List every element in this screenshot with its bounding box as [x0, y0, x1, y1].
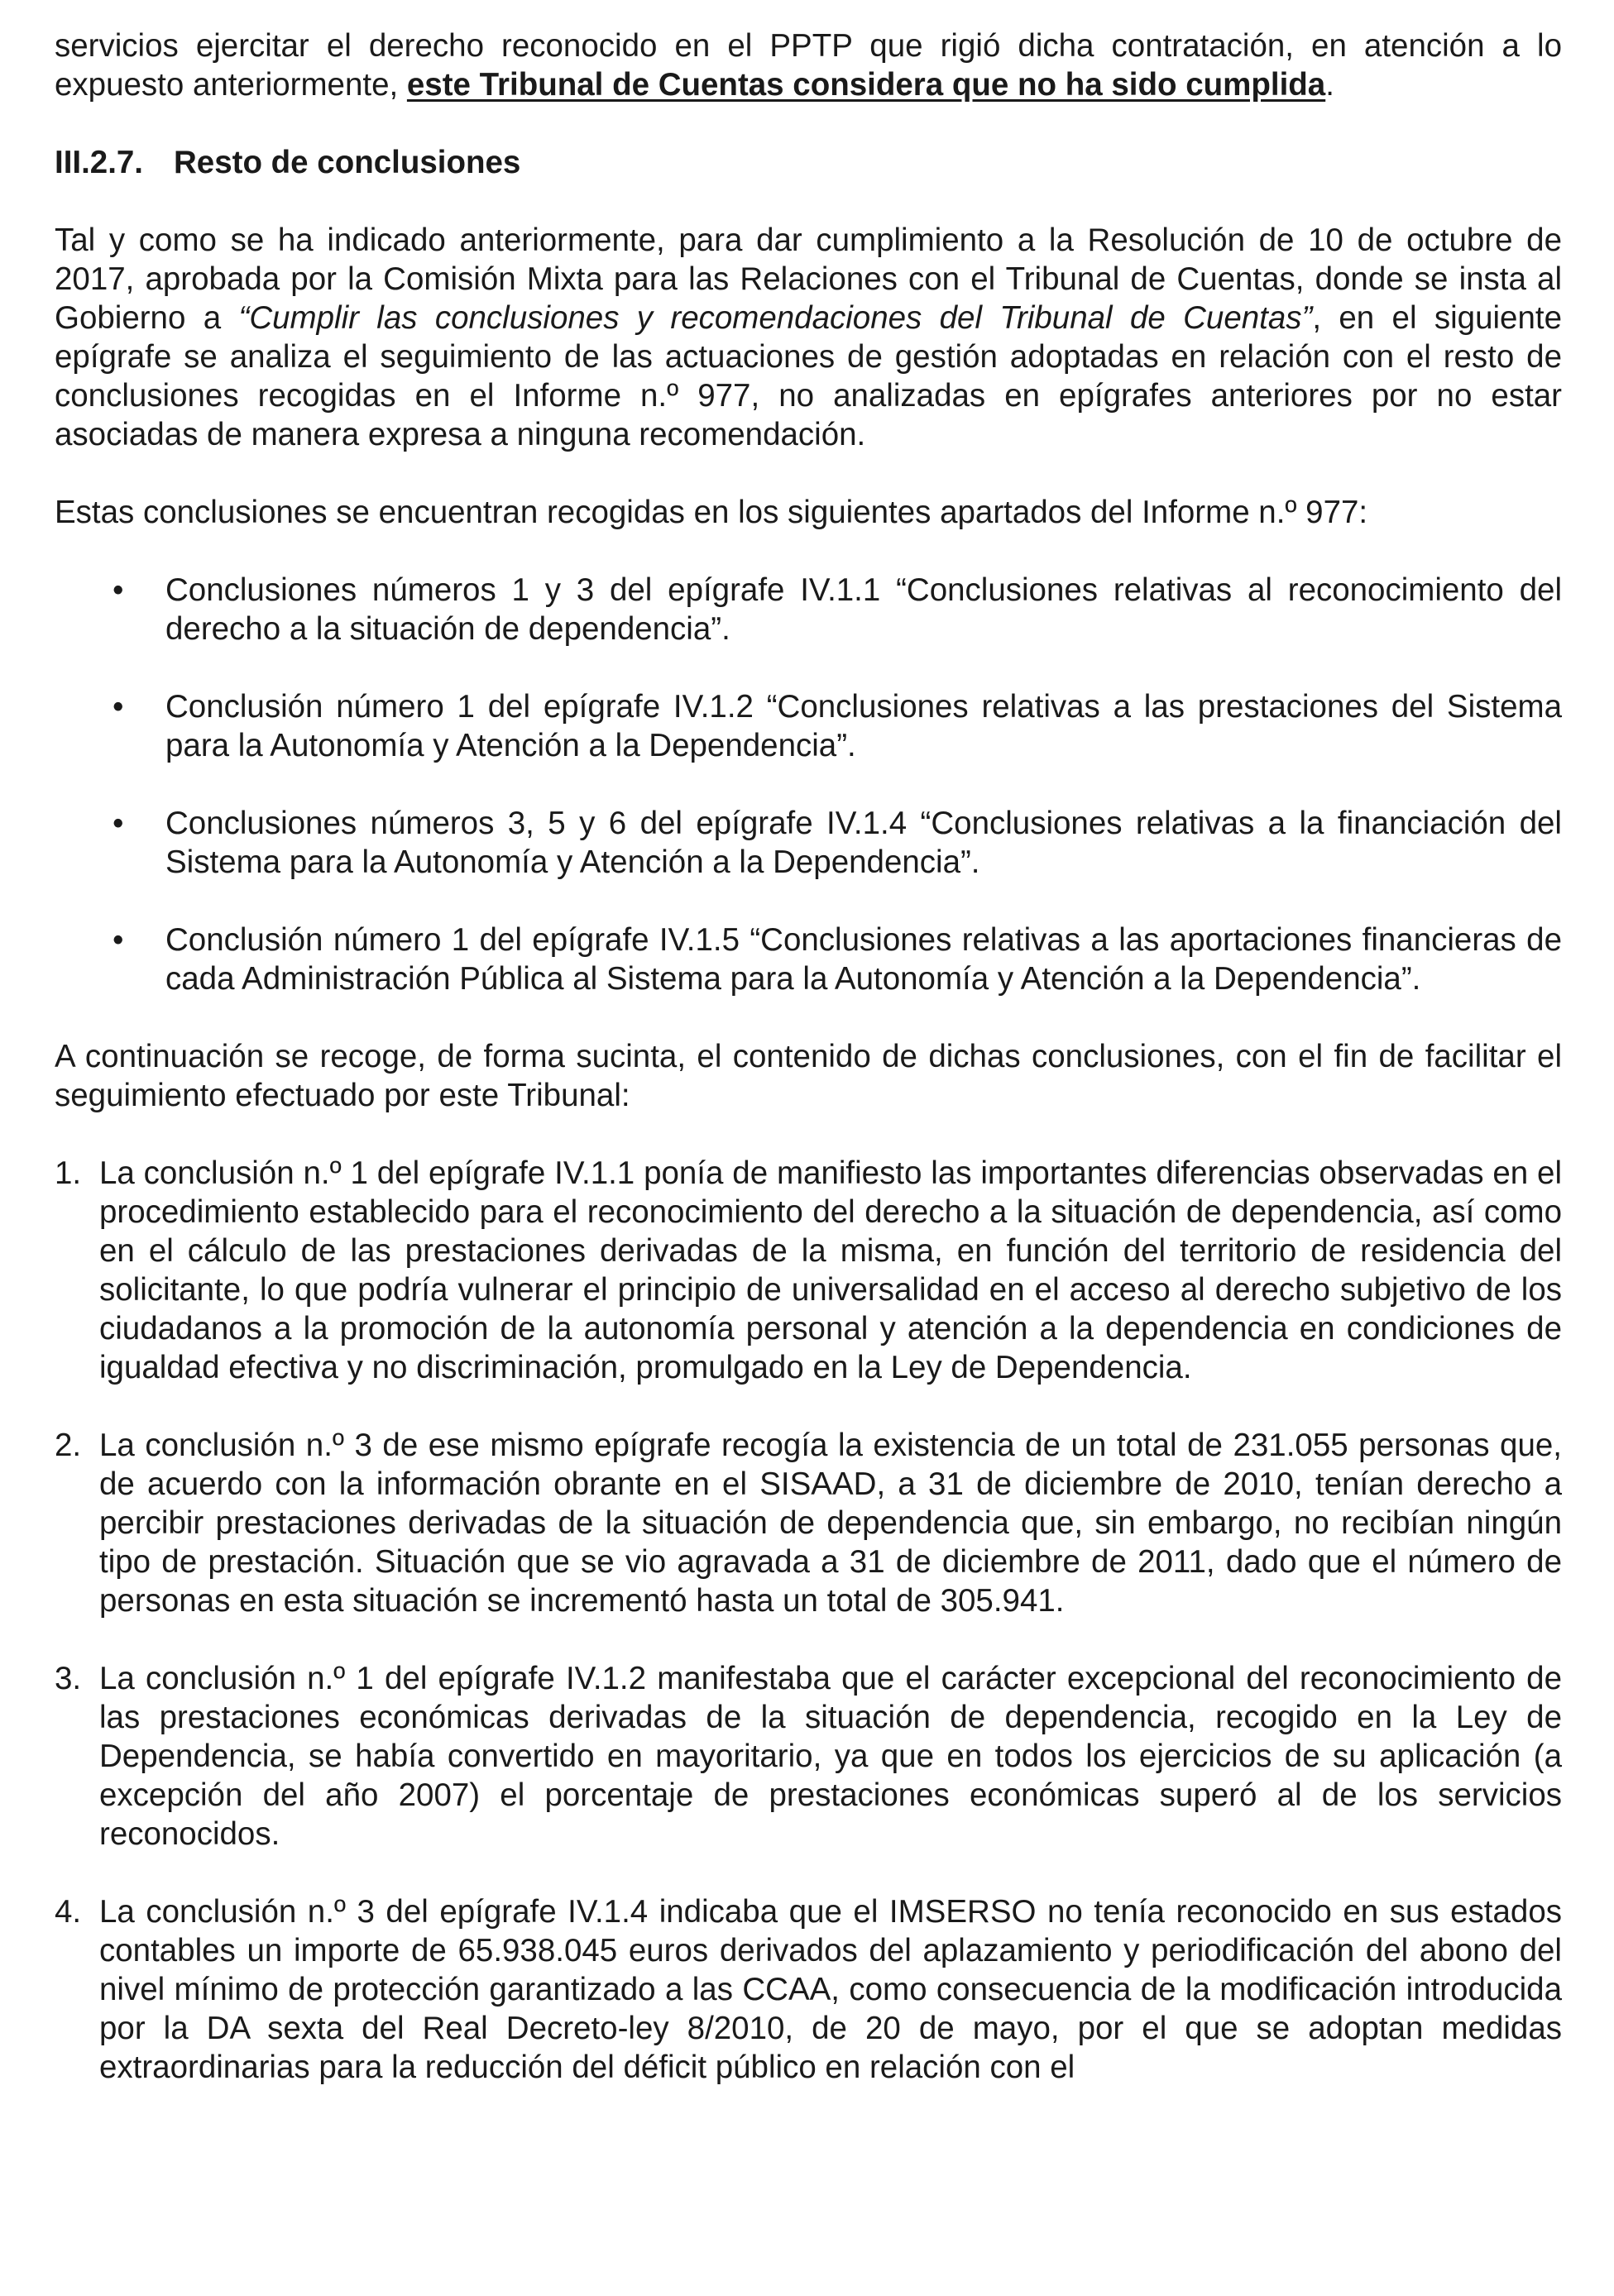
bullet-marker: •	[113, 689, 124, 725]
bullet-marker: •	[113, 922, 124, 958]
item-text: La conclusión n.º 3 del epígrafe IV.1.4 indicaba que el IMSERSO no tenía reconocido en sus estados contables un importe de 65.938.045 euros derivados del aplazamiento y periodificación del abono del nivel mínimo de protección garantizado a las CCAA, como consecuencia de la modificación introducida por la DA sexta del Real Decreto-ley 8/2010, de 20 de mayo, por el que se adoptan medidas extraordinarias para la reducción del déficit público en relación con el	[99, 1894, 1562, 2085]
section-heading	[55, 143, 1562, 182]
bullet-text: Conclusiones números 3, 5 y 6 del epígrafe IV.1.4 “Conclusiones relativas a la financiación del Sistema para la Autonomía y Atención a la Dependencia”.	[165, 806, 1562, 880]
intro-paragraph	[55, 26, 1562, 104]
intro-text: servicios ejercitar el derecho reconocido en el PPTP que rigió dicha contratación, en atención a lo expuesto anteriormente,	[55, 28, 1562, 103]
bullet-text: Conclusiones números 1 y 3 del epígrafe IV.1.1 “Conclusiones relativas al reconocimiento del derecho a la situación de dependencia”.	[165, 572, 1562, 647]
bullet-item	[55, 921, 1562, 998]
item-number: 3.	[55, 1661, 82, 1696]
intro-emphasis: este Tribunal de Cuentas considera que no ha sido cumplida	[406, 67, 1326, 103]
section-title: Resto de conclusiones	[174, 145, 521, 180]
numbered-item	[55, 1426, 1562, 1620]
document-page	[55, 26, 1562, 2087]
item-number: 1.	[55, 1155, 82, 1191]
item-number: 4.	[55, 1894, 82, 1930]
item-text: La conclusión n.º 3 de ese mismo epígrafe recogía la existencia de un total de 231.055 personas que, de acuerdo con la información obrante en el SISAAD, a 31 de diciembre de 2010, tenían derecho a percibir prestaciones derivadas de la situación de dependencia que, sin embargo, no recibían ningún tipo de prestación. Situación que se vio agravada a 31 de diciembre de 2011, dado que el número de personas en esta situación se incrementó hasta un total de 305.941.	[99, 1428, 1562, 1619]
item-number: 2.	[55, 1428, 82, 1463]
bullet-item	[55, 804, 1562, 882]
paragraph-1-before: Tal y como se ha indicado anteriormente, para dar cumplimiento a la Resolución de 10 de octubre de 2017, aprobada por la Comisión Mixta para las Relaciones con el Tribunal de Cuentas, donde se insta al Gobierno a	[55, 222, 1562, 336]
numbered-item	[55, 1659, 1562, 1854]
bullet-marker: •	[113, 806, 124, 841]
paragraph-2: Estas conclusiones se encuentran recogidas en los siguientes apartados del Informe n.º 977:	[55, 495, 1368, 530]
item-text: La conclusión n.º 1 del epígrafe IV.1.2 manifestaba que el carácter excepcional del reconocimiento de las prestaciones económicas derivadas de la situación de dependencia, recogido en la Ley de Dependencia, se había convertido en mayoritario, ya que en todos los ejercicios de su aplicación (a excepción del año 2007) el porcentaje de prestaciones económicas superó al de los servicios reconocidos.	[99, 1661, 1562, 1852]
paragraph-1-quote: “Cumplir las conclusiones y recomendaciones del Tribunal de Cuentas”	[238, 300, 1313, 336]
bullet-marker: •	[113, 572, 124, 608]
paragraph-3: A continuación se recoge, de forma sucinta, el contenido de dichas conclusiones, con el fin de facilitar el seguimiento efectuado por este Tribunal:	[55, 1039, 1562, 1113]
bullet-text: Conclusión número 1 del epígrafe IV.1.5 “Conclusiones relativas a las aportaciones financieras de cada Administración Pública al Sistema para la Autonomía y Atención a la Dependencia”.	[165, 922, 1562, 997]
bullet-list	[55, 571, 1562, 998]
bullet-text: Conclusión número 1 del epígrafe IV.1.2 “Conclusiones relativas a las prestaciones del Sistema para la Autonomía y Atención a la Dependencia”.	[165, 689, 1562, 763]
numbered-item	[55, 1154, 1562, 1387]
bullet-item	[55, 571, 1562, 648]
numbered-item	[55, 1892, 1562, 2087]
section-number: III.2.7.	[55, 145, 144, 180]
item-text: La conclusión n.º 1 del epígrafe IV.1.1 ponía de manifiesto las importantes diferencias observadas en el procedimiento establecido para el reconocimiento del derecho a la situación de dependencia, así como en el cálculo de las prestaciones derivadas de la misma, en función del territorio de residencia del solicitante, lo que podría vulnerar el principio de universalidad en el acceso al derecho subjetivo de los ciudadanos a la promoción de la autonomía personal y atención a la dependencia en condiciones de igualdad efectiva y no discriminación, promulgado en la Ley de Dependencia.	[99, 1155, 1562, 1385]
numbered-list	[55, 1154, 1562, 2087]
intro-end: .	[1325, 67, 1334, 103]
bullet-item	[55, 687, 1562, 765]
paragraph-1-after: , en el siguiente epígrafe se analiza el seguimiento de las actuaciones de gestión adoptadas en relación con el resto de conclusiones recogidas en el Informe n.º 977, no analizadas en epígrafes anteriores por no estar asociadas de manera expresa a ninguna recomendación.	[55, 300, 1562, 452]
paragraph-1	[55, 221, 1562, 454]
